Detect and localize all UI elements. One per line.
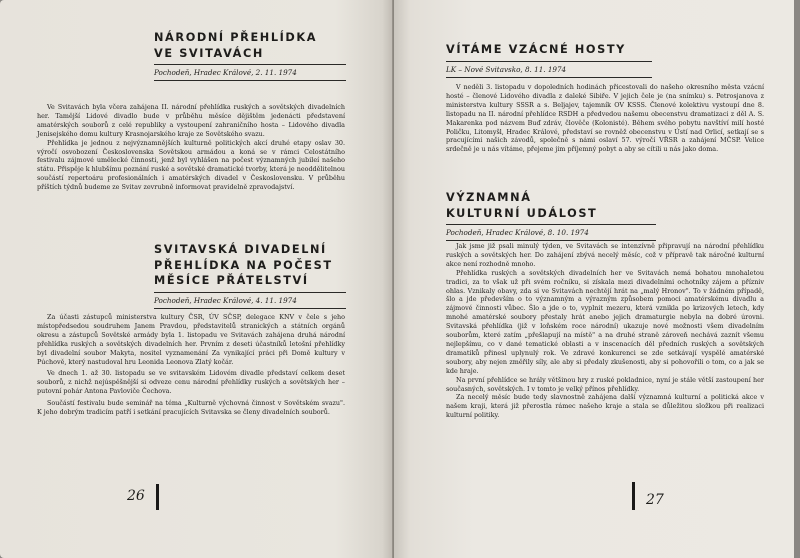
- title-rule: [154, 64, 346, 65]
- paragraph: Přehlídka ruských a sovětských divadelních her ve Svitavách nemá bohatou mnohaletou tradici, za to však už při svém ročníku, si získala mezi divadelními ochotníky zájem a přízniv ohlas. Vznikaly obavy, zda si ve Svitavách nechtějí hrát na „malý Hronov". To v žádném případě, šlo a jde především o to významným a výrazným způsobem pomoci amatérskému divadlu a zájmové činnosti vůbec. Šlo a jde o to, vyplnit mezeru, která vznikla po krizových letech, kdy mnohé amatérské soubory přestaly hrát anebo jejich dramaturgie nebyla na dobré úrovni. Svitavská přehlídka (již v loňském roce národní) ukazuje nové možnosti všem divadelním souborům, které zatím „přešlapují na místě" a na druhé straně zároveň nechává zaznít všemu nejlepšímu, co v dané tematické oblasti a v inscenacích děl předních ruských a sovětských dramatiků přinesl uplynulý rok. Ve zdravé konkurenci se zde setkávají vyspělé amatérské soubory, aby nejen změřily síly, ale aby si předaly zkušenosti, aby si pohovořili o tom, co a jak se kde hraje.: [446, 268, 764, 375]
- byline-rule: [154, 80, 346, 81]
- left-page: [0, 0, 394, 558]
- title-line: VE SVITAVÁCH: [154, 46, 264, 60]
- article-title: [446, 190, 656, 221]
- byline: Pochodeň, Hradec Králové, 4. 11. 1974: [154, 295, 297, 305]
- page-number: 27: [646, 492, 664, 508]
- title-rule: [446, 224, 656, 225]
- article-title: [446, 42, 652, 58]
- title-line: VÍTÁME VZÁCNÉ HOSTY: [446, 43, 626, 56]
- title-line: NÁRODNÍ PŘEHLÍDKA: [154, 31, 318, 44]
- title-line: SVITAVSKÁ DIVADELNÍ: [154, 243, 327, 256]
- page-number: 26: [127, 488, 145, 504]
- paragraph: Jak jsme již psali minulý týden, ve Svitavách se intenzívně připravují na národní přehlídku ruských a sovětských her. Do zahájení zbývá necelý měsíc, což v přípravě tak náročné kulturní akce není rozhodně mnoho.: [446, 242, 764, 268]
- paragraph: V neděli 3. listopadu v dopoledních hodinách přicestovali do našeho okresního města vzácní hosté – členové Lidového divadla z daleké Sibiře. V jejich čele je (na snímku) s. Petrosjanova z ministerstva kultury SSSR a s. Beljajev, tajemník OV KSSS. Členové kolektivu vystoupí dne 8. listopadu na II. národní přehlídce RSDH a předvedou našemu obecenstvu dramatizaci z děl A. S. Makarenka pod názvem Buď zdráv, člověče (Kolonisté). Během svého pobytu navštíví milí hosté Poličku, Litomyšl, Hradec Králové, představí se rovněž obecenstvu v Ústí nad Orlicí, setkají se s pracujícími našich závodů, společně s námi oslaví 57. výročí VŘSR a zahájení MČSP. Velice srdečně je u nás vítáme, přejeme jim příjemný pobyt a aby se cítili u nás jako doma.: [446, 83, 764, 154]
- article-body: [446, 242, 764, 420]
- article-title: [154, 242, 346, 289]
- byline: Pochodeň, Hradec Králové, 8. 10. 1974: [446, 228, 589, 237]
- article-body: [37, 103, 345, 192]
- paragraph: Za necelý měsíc bude tedy slavnostně zahájena další významná kulturní a politická akce v našem kraji, která již přerostla rámec našeho kraje a stala se důležitou složkou při realizaci kulturní politiky.: [446, 393, 764, 420]
- article-narodni-prehlidka: [154, 30, 346, 87]
- title-line: PŘEHLÍDKA NA POČEST: [154, 258, 333, 272]
- byline: LK – Nové Svitavsko, 8. 11. 1974: [446, 64, 567, 74]
- article-title: [154, 30, 346, 61]
- byline-rule: [446, 77, 652, 78]
- article-body: [446, 83, 764, 154]
- paragraph: Za účasti zástupců ministerstva kultury ČSR, ÚV SČSP, delegace KNV v čele s jeho místopředsedou soudruhem Janem Pravdou, představitelů stranických a státních orgánů okresu a zástupců Sovětské armády byla 1. listopadu ve Svitavách zahájena druhá národní přehlídka ruských a sovětských divadelních her. Prvním z deseti účastníků letošní přehlídky byl divadelní soubor Makyta, nositel vyznamenání Za vynikající práci při Domě kultury v Púchově, který nastudoval hru Leonida Leonova Zlatý kočár.: [37, 313, 345, 366]
- right-page: [394, 0, 794, 558]
- paragraph: Na první přehlídce se hrály většinou hry z ruské pokladnice, nyní je stále větší zastoupení her současných, sovětských. I v tomto je velký přínos přehlídky.: [446, 375, 764, 393]
- paragraph: Ve dnech 1. až 30. listopadu se ve svitavském Lidovém divadle představí celkem deset souborů, z nichž nejúspěšnější si odveze cenu národní přehlídky ruských a sovětských her – putovní pohár Antona Pavloviče Čechova.: [37, 369, 345, 396]
- article-body: [37, 313, 345, 417]
- title-line: KULTURNÍ UDÁLOST: [446, 206, 598, 220]
- article-vyznamna-udalost: [446, 190, 656, 247]
- title-line: VÝZNAMNÁ: [446, 191, 532, 204]
- paragraph: Přehlídka je jednou z nejvýznamnějších kulturně politických akcí druhé etapy oslav 30. výročí osvobození Československa Sovětskou armádou a koná se v rámci Celostátního festivalu zájmové umělecké činnosti, jenž byl vyhlášen na počest významných jubileí našeho státu. Přispěje k hlubšímu poznání ruské a sovětské dramatické tvorby, která je neoddělitelnou součástí repertoáru profesionálních i amatérských divadel v Československu. V průběhu příštích týdnů budeme ze Svitav zevrubně informovat pravidelně zpravodajství.: [37, 138, 345, 192]
- paragraph: Ve Svitavách byla včera zahájena II. národní přehlídka ruských a sovětských divadelních her. Tamější Lidové divadlo bude v průběhu měsíce dějištěm jedenácti představení amatérských souborů z celé republiky a vystoupení zahraničního hosta – Lidového divadla Jenisejského domu kultury Krasnojarského kraje ze Sovětského svazu.: [37, 103, 345, 138]
- page-marker: [632, 482, 635, 510]
- article-vitame-hosty: [446, 42, 652, 84]
- title-rule: [154, 292, 346, 293]
- paragraph: Součástí festivalu bude seminář na téma „Kulturně výchovná činnost v Sovětském svazu". K jeho dobrým tradicím patří i setkání pracujících Svitavska se členy divadelních souborů.: [37, 399, 345, 417]
- title-rule: [446, 61, 652, 62]
- byline-rule: [154, 308, 346, 309]
- byline-rule: [446, 240, 656, 241]
- title-line: MĚSÍCE PŘÁTELSTVÍ: [154, 274, 309, 287]
- article-svitavska-divadelni: [154, 242, 346, 315]
- page-marker: [156, 484, 159, 510]
- byline: Pochodeň, Hradec Králové, 2. 11. 1974: [154, 68, 297, 77]
